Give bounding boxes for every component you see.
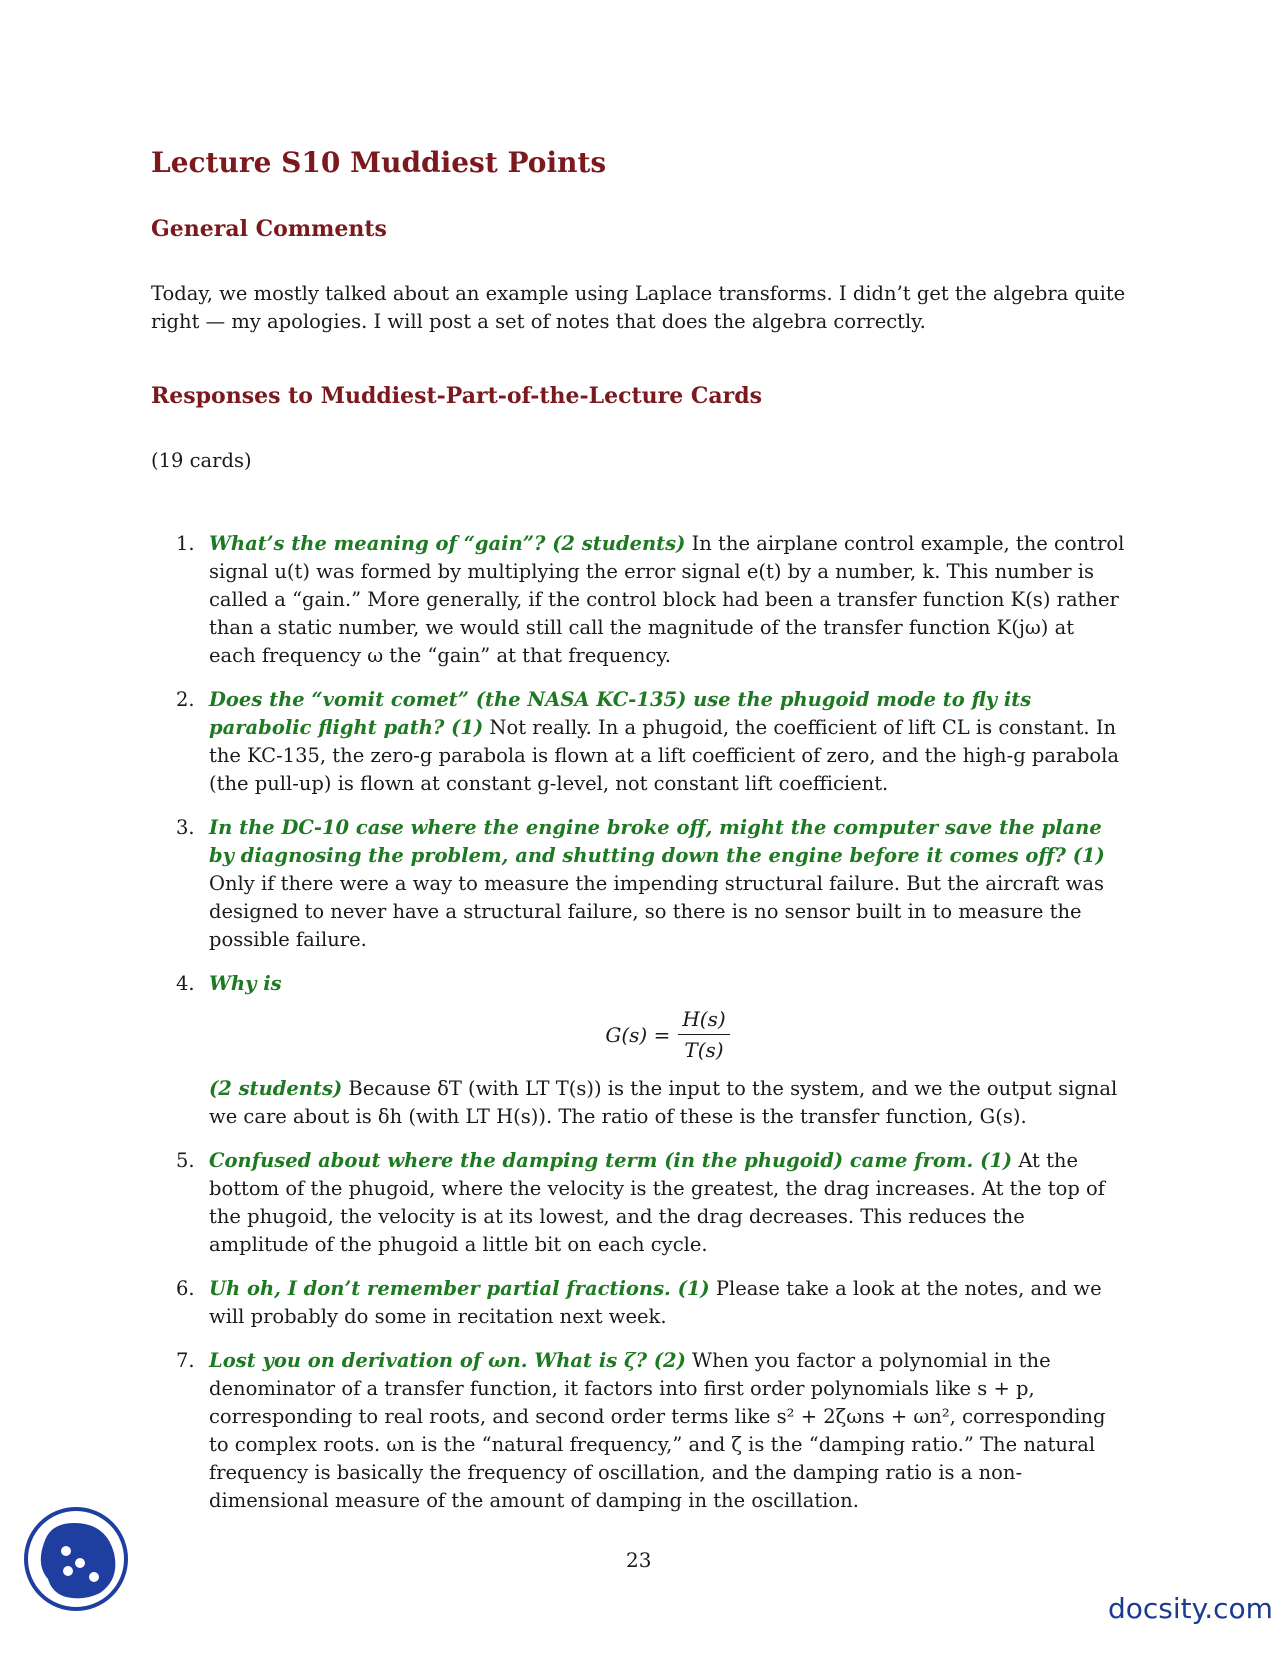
question: Does the “vomit comet” (the NASA KC-135) use the phugoid mode to fly its parabolic flight path? (1) bbox=[209, 688, 1032, 739]
question: Confused about where the damping term (in the phugoid) came from. (1) bbox=[209, 1149, 1013, 1172]
general-text: Today, we mostly talked about an example using Laplace transforms. I didn’t get the algebra quite right — my apologies. I will post a set of notes that does the algebra correctly. bbox=[151, 282, 1126, 333]
docsity-logo-icon[interactable] bbox=[22, 1505, 130, 1613]
brand-link[interactable]: docsity.com bbox=[1108, 1592, 1273, 1625]
responses-heading: Responses to Muddiest-Part-of-the-Lecture Cards bbox=[151, 383, 763, 409]
equation: G(s) = $\frac{H(s)}{T(s)}$ bbox=[209, 1004, 1126, 1065]
answer: Please take a look at the notes, and we will probably do some in recitation next week. bbox=[209, 1277, 1102, 1328]
answer: Because δT (with LT T(s)) is the input to the system, and we the output signal we care about is δh (with LT H(s)). The ratio of these is the transfer function, G(s). bbox=[209, 1077, 1118, 1128]
question: Why is bbox=[209, 972, 282, 995]
list-item: 5. Confused about where the damping term (in the phugoid) came from. (1) At the bottom of the phugoid, where the velocity is the greatest, the drag increases. At the top of the phugoid, the velocity is at its lowest, and the drag decreases. This reduces the amplitude of the phugoid a little bit on each cycle. bbox=[176, 1149, 1105, 1256]
question: In the DC-10 case where the engine broke off, might the computer save the plane by diagnosing the problem, and shutting down the engine before it comes off? (1) bbox=[209, 816, 1105, 867]
list-item: 2. Does the “vomit comet” (the NASA KC-135) use the phugoid mode to fly its parabolic flight path? (1) Not really. In a phugoid, the coefficient of lift CL is constant. In the KC-135, the zero-g parabola is flown at a lift coefficient of zero, and the high-g parabola (the pull-up) is flown at constant g-level, not constant lift coefficient. bbox=[176, 688, 1120, 795]
list-item: 4. Why is G(s) = $\frac{H(s)}{T(s)}$ (2 students) Because δT (with LT T(s)) is the input to the system, and we the output signal we care about is δh (with LT H(s)). The ratio of these is the transfer function, G(s). bbox=[151, 970, 1126, 1131]
page-number: 23 bbox=[626, 1548, 652, 1572]
list-item: 6. Uh oh, I don’t remember partial fractions. (1) Please take a look at the notes, and we will probably do some in recitation next week. bbox=[176, 1277, 1102, 1328]
answer: In the airplane control example, the control signal u(t) was formed by multiplying the error signal e(t) by a number, k. This number is called a “gain.” More generally, if the control block had been a transfer function K(s) rather than a static number, we would still call the magnitude of the transfer function K(jω) at each frequency ω the “gain” at that frequency. bbox=[209, 532, 1125, 667]
cards-list bbox=[151, 530, 1126, 1531]
answer: At the bottom of the phugoid, where the velocity is the greatest, the drag increases. At the top of the phugoid, the velocity is at its lowest, and the drag decreases. This reduces the amplitude of the phugoid a little bit on each cycle. bbox=[209, 1149, 1105, 1256]
answer: When you factor a polynomial in the denominator of a transfer function, it factors into first order polynomials like s + p, corresponding to real roots, and second order terms like s² + 2ζωns + ωn², corresponding to complex roots. ωn is the “natural frequency,” and ζ is the “damping ratio.” The natural frequency is basically the frequency of oscillation, and the damping ratio is a non-dimensional measure of the amount of damping in the oscillation. bbox=[209, 1349, 1106, 1512]
list-item: 7. Lost you on derivation of ωn. What is ζ? (2) When you factor a polynomial in the denominator of a transfer function, it factors into first order polynomials like s + p, corresponding to real roots, and second order terms like s² + 2ζωns + ωn², corresponding to complex roots. ωn is the “natural frequency,” and ζ is the “damping ratio.” The natural frequency is basically the frequency of oscillation, and the damping ratio is a non-dimensional measure of the amount of damping in the oscillation. bbox=[176, 1349, 1106, 1512]
question: Uh oh, I don’t remember partial fractions. (1) bbox=[209, 1277, 710, 1300]
page-title: Lecture S10 Muddiest Points bbox=[151, 146, 607, 179]
question: Lost you on derivation of ωn. What is ζ? (2) bbox=[209, 1349, 686, 1372]
list-item: 1. What’s the meaning of “gain”? (2 students) In the airplane control example, the control signal u(t) was formed by multiplying the error signal e(t) by a number, k. This number is called a “gain.” More generally, if the control block had been a transfer function K(s) rather than a static number, we would still call the magnitude of the transfer function K(jω) at each frequency ω the “gain” at that frequency. bbox=[176, 532, 1125, 667]
general-heading: General Comments bbox=[151, 216, 387, 242]
question-continued: (2 students) bbox=[209, 1077, 343, 1100]
answer: Not really. In a phugoid, the coefficient of lift CL is constant. In the KC-135, the zero-g parabola is flown at a lift coefficient of zero, and the high-g parabola (the pull-up) is flown at constant g-level, not constant lift coefficient. bbox=[209, 716, 1120, 795]
question: What’s the meaning of “gain”? (2 students) bbox=[209, 532, 686, 555]
card-count: (19 cards) bbox=[151, 449, 252, 472]
list-item: 3. In the DC-10 case where the engine broke off, might the computer save the plane by diagnosing the problem, and shutting down the engine before it comes off? (1) Only if there were a way to measure the impending structural failure. But the aircraft was designed to never have a structural failure, so there is no sensor built in to measure the possible failure. bbox=[176, 816, 1105, 951]
answer: Only if there were a way to measure the impending structural failure. But the aircraft was designed to never have a structural failure, so there is no sensor built in to measure the possible failure. bbox=[209, 872, 1104, 951]
